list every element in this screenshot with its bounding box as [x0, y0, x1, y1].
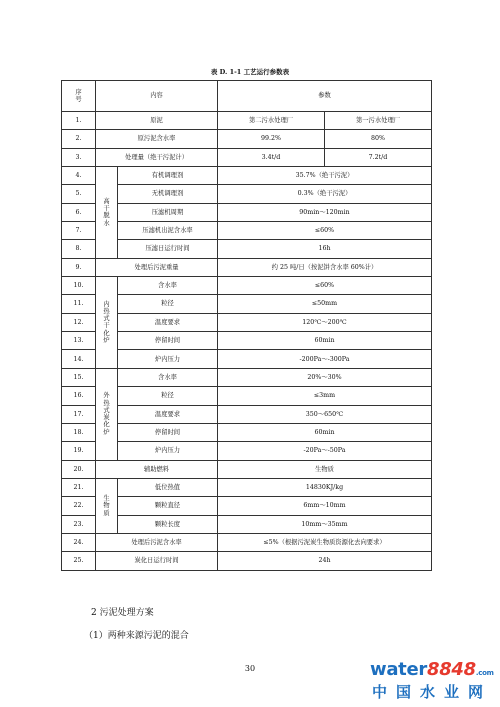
- row-label-cell: 低位热值: [118, 478, 218, 496]
- value-plant1-cell: 80%: [325, 130, 432, 148]
- row-value-cell: 0.3%（绝干污泥）: [218, 185, 432, 203]
- group-label-biomass: 生 物 质: [96, 478, 118, 533]
- row-number-cell: 13.: [62, 332, 96, 350]
- row-value-cell: 90min～120min: [218, 203, 432, 221]
- row-label-cell: 颗粒直径: [118, 497, 218, 515]
- row-number-cell: 22.: [62, 497, 96, 515]
- row-number-cell: 23.: [62, 515, 96, 533]
- table-row: [62, 295, 432, 313]
- table-row: [62, 350, 432, 368]
- table-row: [62, 423, 432, 441]
- row-value-cell: 60min: [218, 332, 432, 350]
- subsection-heading: （1）两种来源污泥的混合: [84, 631, 189, 641]
- row-label-cell: 含水率: [118, 277, 218, 295]
- row-value-cell: 16h: [218, 240, 432, 258]
- table-row: [62, 387, 432, 405]
- group-label-outer-furnace: 外 热 式 炭 化 炉: [96, 368, 118, 460]
- row-number-cell: 18.: [62, 423, 96, 441]
- table-row: [62, 405, 432, 423]
- row-value-cell: -20Pa～-50Pa: [218, 442, 432, 460]
- row-label-cell: 处理后污泥含水率: [96, 533, 218, 551]
- table-row: [62, 222, 432, 240]
- row-label-cell: 粒径: [118, 387, 218, 405]
- section-heading: 2 污泥处理方案: [91, 608, 154, 618]
- row-number-cell: 2.: [62, 130, 96, 148]
- table-row: [62, 277, 432, 295]
- row-label-cell: 温度要求: [118, 313, 218, 331]
- row-label-cell: 压滤机出泥含水率: [118, 222, 218, 240]
- row-label-cell: 含水率: [118, 368, 218, 386]
- row-label-cell: 压滤机周期: [118, 203, 218, 221]
- row-label-cell: 粒径: [118, 295, 218, 313]
- row-number-cell: 14.: [62, 350, 96, 368]
- row-value-cell: -200Pa～-300Pa: [218, 350, 432, 368]
- row-number-cell: 6.: [62, 203, 96, 221]
- row-label-cell: 停留时间: [118, 332, 218, 350]
- row-value-cell: ≤50mm: [218, 295, 432, 313]
- row-number-cell: 25.: [62, 552, 96, 570]
- process-parameter-table: [61, 80, 432, 571]
- table-row: [62, 240, 432, 258]
- row-label-cell: 颗粒长度: [118, 515, 218, 533]
- row-number-cell: 12.: [62, 313, 96, 331]
- row-number-cell: 10.: [62, 277, 96, 295]
- row-label-cell: 压滤日运行时间: [118, 240, 218, 258]
- row-label-cell: 无机调理剂: [118, 185, 218, 203]
- value-plant2-cell: 3.4t/d: [218, 148, 325, 166]
- row-label-cell: 有机调理剂: [118, 167, 218, 185]
- table-row: [62, 112, 432, 130]
- table-row: [62, 130, 432, 148]
- row-value-cell: 10mm～35mm: [218, 515, 432, 533]
- page-number: 30: [244, 664, 256, 673]
- row-number-cell: 8.: [62, 240, 96, 258]
- row-number-cell: 24.: [62, 533, 96, 551]
- row-number-cell: 3.: [62, 148, 96, 166]
- table-row: [62, 81, 432, 112]
- row-value-cell: 生物质: [218, 460, 432, 478]
- row-label-cell: 处理量（绝干污泥计）: [96, 148, 218, 166]
- value-plant1-cell: 7.2t/d: [325, 148, 432, 166]
- value-plant2-cell: 第二污水处理厂: [218, 112, 325, 130]
- table-row: [62, 442, 432, 460]
- row-value-cell: ≤60%: [218, 222, 432, 240]
- row-number-cell: 4.: [62, 167, 96, 185]
- table-row: [62, 167, 432, 185]
- group-label-drying: 高 干 脱 水: [96, 167, 118, 259]
- row-label-cell: 炉内压力: [118, 350, 218, 368]
- table-caption: 表 D. 1-1 工艺运行参数表: [210, 68, 290, 76]
- water8848-logo: [370, 659, 492, 702]
- row-value-cell: ≤3mm: [218, 387, 432, 405]
- header-params-cell: 参数: [218, 81, 432, 112]
- row-number-cell: 15.: [62, 368, 96, 386]
- row-number-cell: 21.: [62, 478, 96, 496]
- row-number-cell: 17.: [62, 405, 96, 423]
- row-label-cell: 原污泥含水率: [96, 130, 218, 148]
- table-row: [62, 497, 432, 515]
- header-content-cell: 内容: [96, 81, 218, 112]
- row-label-cell: 炉内压力: [118, 442, 218, 460]
- table-row: [62, 148, 432, 166]
- row-value-cell: 35.7%（绝干污泥）: [218, 167, 432, 185]
- row-value-cell: 14830KJ/kg: [218, 478, 432, 496]
- value-plant1-cell: 第一污水处理厂: [325, 112, 432, 130]
- row-number-cell: 9.: [62, 258, 96, 276]
- table-row: [62, 332, 432, 350]
- table-row: [62, 368, 432, 386]
- row-label-cell: 停留时间: [118, 423, 218, 441]
- row-value-cell: ≤5%（根据污泥炭生物质资源化去向要求）: [218, 533, 432, 551]
- row-label-cell: 原泥: [96, 112, 218, 130]
- row-value-cell: 20%～30%: [218, 368, 432, 386]
- row-number-cell: 5.: [62, 185, 96, 203]
- table-row: [62, 552, 432, 570]
- table-row: [62, 515, 432, 533]
- row-value-cell: 120℃～200℃: [218, 313, 432, 331]
- row-number-cell: 16.: [62, 387, 96, 405]
- row-number-cell: 1.: [62, 112, 96, 130]
- row-label-cell: 辅助燃料: [96, 460, 218, 478]
- logo-chinese-name: 中国水业网: [372, 683, 493, 701]
- logo-wordmark: water8848.com: [370, 659, 494, 680]
- row-number-cell: 7.: [62, 222, 96, 240]
- table-row: [62, 258, 432, 276]
- group-label-inner-furnace: 内 热 式 干 化 炉: [96, 277, 118, 369]
- table-row: [62, 478, 432, 496]
- value-plant2-cell: 99.2%: [218, 130, 325, 148]
- table-row: [62, 203, 432, 221]
- row-number-cell: 20.: [62, 460, 96, 478]
- row-label-cell: 炭化日运行时间: [96, 552, 218, 570]
- row-label-cell: 温度要求: [118, 405, 218, 423]
- row-value-cell: 60min: [218, 423, 432, 441]
- table-row: [62, 533, 432, 551]
- row-value-cell: 约 25 吨/日（按泥饼含水率 60%计）: [218, 258, 432, 276]
- row-value-cell: 24h: [218, 552, 432, 570]
- row-label-cell: 处理后污泥重量: [96, 258, 218, 276]
- table-row: [62, 185, 432, 203]
- row-value-cell: 350～650℃: [218, 405, 432, 423]
- row-number-cell: 19.: [62, 442, 96, 460]
- row-value-cell: ≤60%: [218, 277, 432, 295]
- row-number-cell: 11.: [62, 295, 96, 313]
- table-row: [62, 313, 432, 331]
- table-row: [62, 460, 432, 478]
- header-seq-cell: 序 号: [62, 81, 96, 112]
- row-value-cell: 6mm～10mm: [218, 497, 432, 515]
